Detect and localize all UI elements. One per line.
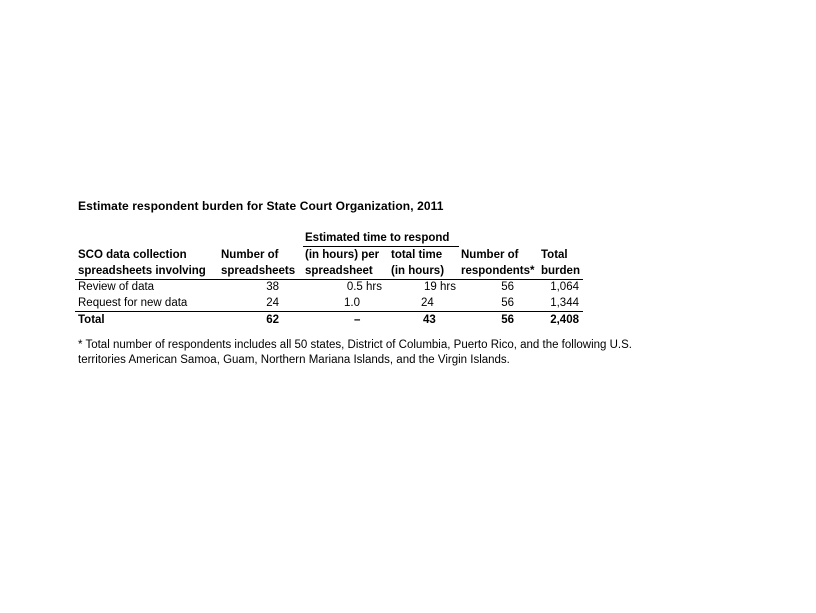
row-respondents: 56 [501,297,514,309]
total-respondents: 56 [501,314,514,326]
row-label: Review of data [78,281,155,293]
group-underline [303,246,459,247]
header-col3-line2: spreadsheet [305,265,373,277]
footnote: * Total number of respondents includes all 50 states, District of Columbia, Puerto Rico, and the following U.S. territories American Samoa, Guam, Northern Mariana Islands, and the Virgin Islands. [78,339,632,366]
total-time: 43 [423,314,436,326]
total-burden: 2,408 [550,314,579,326]
header-col3-line1: (in hours) per [305,249,380,261]
header-rule [75,279,583,280]
row-burden: 1,344 [550,297,579,309]
header-col5-line1: Number of [461,249,519,261]
total-spreadsheets: 62 [266,314,279,326]
row-total-time: 24 [421,297,434,309]
row-total-time: 19 hrs [424,281,456,293]
header-col2-line1: Number of [221,249,279,261]
header-col2-line2: spreadsheets [221,265,296,277]
header-col4-line2: (in hours) [391,265,445,277]
header-estimated-time: Estimated time to respond [305,232,450,244]
header-col1-line2: spreadsheets involving [78,265,206,277]
row-burden: 1,064 [550,281,579,293]
header-col4-line1: total time [391,249,443,261]
header-col1-line1: SCO data collection [78,249,187,261]
row-respondents: 56 [501,281,514,293]
table-title: Estimate respondent burden for State Court Organization, 2011 [78,199,444,213]
header-col6-line1: Total [541,249,568,261]
total-rule [75,311,583,312]
row-per-spreadsheet: 0.5 hrs [346,281,382,293]
header-col6-line2: burden [541,265,580,277]
row-per-spreadsheet: 1.0 [344,297,360,309]
row-spreadsheets: 38 [266,281,279,293]
row-spreadsheets: 24 [266,297,279,309]
total-per-spreadsheet: – [354,314,361,326]
row-label: Request for new data [78,297,188,309]
total-label: Total [78,314,105,326]
header-col5-line2: respondents* [461,265,535,277]
